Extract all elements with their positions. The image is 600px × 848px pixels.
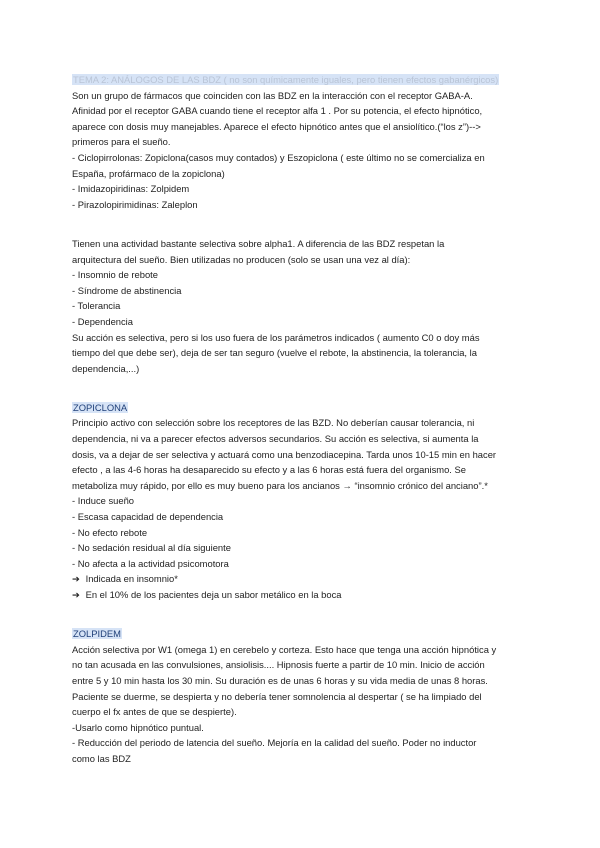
text-line: Son un grupo de fármacos que coinciden con las BDZ en la interacción con el receptor GABA-A.	[72, 89, 473, 101]
spacer	[72, 618, 534, 626]
spacer	[72, 603, 534, 619]
arrow-right-icon: ➔	[72, 589, 80, 600]
intro-paragraph	[72, 88, 534, 213]
text-line: Principio activo con selección sobre los receptores de las BZD. No deberían causar tolerancia, ni	[72, 417, 475, 429]
text-line: Paciente se duerme, se despierta y no debería tener somnolencia al despertar ( se ha limpiado del	[72, 690, 482, 702]
text-line: primeros para el sueño.	[72, 136, 171, 148]
list-item: - Imidazopiridinas: Zolpidem	[72, 183, 190, 195]
text-line: Afinidad por el receptor GABA cuando tiene el receptor alfa 1 . Por su potencia, el efecto hipnótico,	[72, 105, 483, 117]
text-line: Su acción es selectiva, pero si los uso fuera de los parámetros indicados ( aumento C0 o doy más	[72, 331, 480, 343]
intro-title: TEMA 2: ANÁLOGOS DE LAS BDZ ( no son químicamente iguales, pero tienen efectos gabanérgicos)	[73, 74, 499, 85]
list-item: - Ciclopirrolonas: Zopiclona(casos muy contados) y Eszopiclona ( este último no se comercializa en	[72, 151, 485, 163]
text-line: dependencia,...)	[72, 362, 140, 374]
list-item: - Induce sueño	[72, 495, 135, 507]
text-line: aparece con dosis muy manejables. Aparece el efecto hipnótico antes que el ansiolítico.(“los z”)-->	[72, 120, 481, 132]
list-item: -Usarlo como hipnótico puntual.	[72, 721, 204, 733]
arrow-list-item	[72, 587, 534, 603]
text-line: metaboliza muy rápido, por ello es muy bueno para los ancianos → “insomnio crónico del anciano”.*	[72, 479, 488, 491]
list-item: - No sedación residual al día siguiente	[72, 542, 231, 554]
selectivity-paragraph	[72, 236, 534, 376]
arrow-item-text: En el 10% de los pacientes deja un sabor metálico en la boca	[85, 589, 342, 600]
list-item: - Reducción del periodo de latencia del sueño. Mejoría en la calidad del sueño. Poder no inductor	[72, 737, 477, 749]
list-item: - No afecta a la actividad psicomotora	[72, 557, 229, 569]
list-item: - Dependencia	[72, 315, 133, 327]
spacer	[72, 392, 534, 400]
arrow-list-item	[72, 571, 534, 587]
arrow-item-text: Indicada en insomnio*	[85, 573, 178, 585]
text-line: España, profármaco de la zopiclona)	[72, 167, 225, 179]
text-line: efecto , a las 4-6 horas ha desaparecido su efecto y a las 6 horas está fuera del organismo. Se	[72, 464, 466, 476]
text-line: arquitectura del sueño. Bien utilizadas no producen (solo se usan una vez al día):	[72, 253, 411, 265]
text-line: Acción selectiva por W1 (omega 1) en cerebelo y corteza. Esto hace que tenga una acción hipnótica y	[72, 643, 497, 655]
intro-title-line	[72, 72, 534, 88]
zolpidem-paragraph	[72, 642, 534, 767]
zopiclona-paragraph	[72, 415, 534, 602]
list-item: - Escasa capacidad de dependencia	[72, 511, 224, 523]
text-line: como las BDZ	[72, 752, 131, 764]
text-line: entre 5 y 10 min hasta los 30 min. Su duración es de unas 6 horas y su vida media de unas 8 horas.	[72, 674, 488, 686]
text-line: cuerpo el fx antes de que se despierte).	[72, 706, 237, 718]
text-line: dependencia, ni va a parecer efectos adversos secundarios. Su acción es selectiva, si aumenta la	[72, 433, 479, 445]
list-item: - Tolerancia	[72, 300, 121, 312]
list-item: - No efecto rebote	[72, 526, 148, 538]
text-line: no tan acusada en las convulsiones, ansiolisis.... Hipnosis fuerte a partir de 10 min. Inicio de acción	[72, 659, 485, 671]
spacer	[72, 212, 534, 228]
text-line: Tienen una actividad bastante selectiva sobre alpha1. A diferencia de las BDZ respetan la	[72, 237, 445, 249]
arrow-right-icon: ➔	[72, 573, 80, 585]
zolpidem-heading-line	[72, 626, 534, 642]
text-line: tiempo del que debe ser), deja de ser tan seguro (vuelve el rebote, la abstinencia, la tolerancia, la	[72, 347, 477, 359]
zopiclona-heading-line	[72, 400, 534, 416]
spacer	[72, 228, 534, 236]
text-line: dosis, va a dejar de ser selectiva y actuará como una benzodiacepina. Tarda unos 10-15 min en hacer	[72, 448, 497, 460]
zolpidem-heading: ZOLPIDEM	[73, 628, 121, 640]
list-item: - Insomnio de rebote	[72, 269, 158, 281]
list-item: - Pirazolopirimidinas: Zaleplon	[72, 198, 198, 210]
zopiclona-heading: ZOPICLONA	[73, 401, 128, 413]
spacer	[72, 376, 534, 392]
list-item: - Síndrome de abstinencia	[72, 284, 182, 296]
